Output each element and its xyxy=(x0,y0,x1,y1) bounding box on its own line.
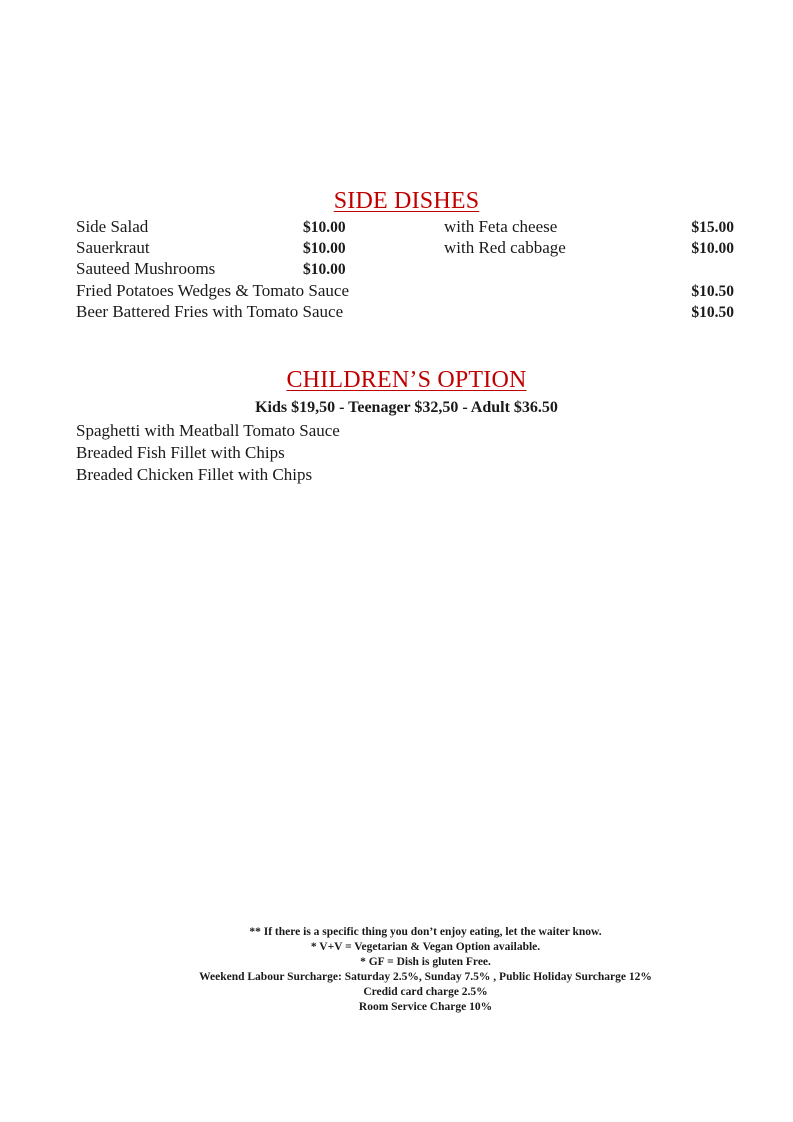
note-weekend-surcharge: Weekend Labour Surcharge: Saturday 2.5%, Sunday 7.5% , Public Holiday Surcharge 12% xyxy=(199,971,652,983)
mushrooms-price: $10.00 xyxy=(303,261,346,278)
side-dishes-heading: SIDE DISHES xyxy=(333,188,480,214)
side-salad-price: $10.00 xyxy=(303,219,346,236)
red-cabbage-price: $10.00 xyxy=(691,240,734,257)
childrens-option-heading: CHILDREN’S OPTION xyxy=(286,367,527,393)
battered-fries-name: Beer Battered Fries with Tomato Sauce xyxy=(76,302,344,321)
chicken-fillet-item: Breaded Chicken Fillet with Chips xyxy=(76,465,313,484)
childrens-pricing: Kids $19,50 - Teenager $32,50 - Adult $36.50 xyxy=(255,399,558,416)
note-card-charge: Credid card charge 2.5% xyxy=(363,986,488,998)
battered-fries-price: $10.50 xyxy=(691,304,734,321)
note-room-service: Room Service Charge 10% xyxy=(358,1001,493,1013)
potato-wedges-name: Fried Potatoes Wedges & Tomato Sauce xyxy=(76,281,350,300)
footer-notes xyxy=(0,925,793,1015)
sauerkraut-name: Sauerkraut xyxy=(76,238,150,257)
sauerkraut-price: $10.00 xyxy=(303,240,346,257)
feta-cheese-name: with Feta cheese xyxy=(444,217,558,236)
mushrooms-name: Sauteed Mushrooms xyxy=(76,259,216,278)
fish-fillet-item: Breaded Fish Fillet with Chips xyxy=(76,443,285,462)
side-salad-name: Side Salad xyxy=(76,217,149,236)
potato-wedges-price: $10.50 xyxy=(691,283,734,300)
spaghetti-item: Spaghetti with Meatball Tomato Sauce xyxy=(76,421,340,440)
note-vegetarian-vegan: * V+V = Vegetarian & Vegan Option available. xyxy=(310,941,541,953)
note-dislike: ** If there is a specific thing you don’t enjoy eating, let the waiter know. xyxy=(249,926,602,938)
red-cabbage-name: with Red cabbage xyxy=(444,238,566,257)
feta-cheese-price: $15.00 xyxy=(691,219,734,236)
note-gluten-free: * GF = Dish is gluten Free. xyxy=(360,956,491,968)
